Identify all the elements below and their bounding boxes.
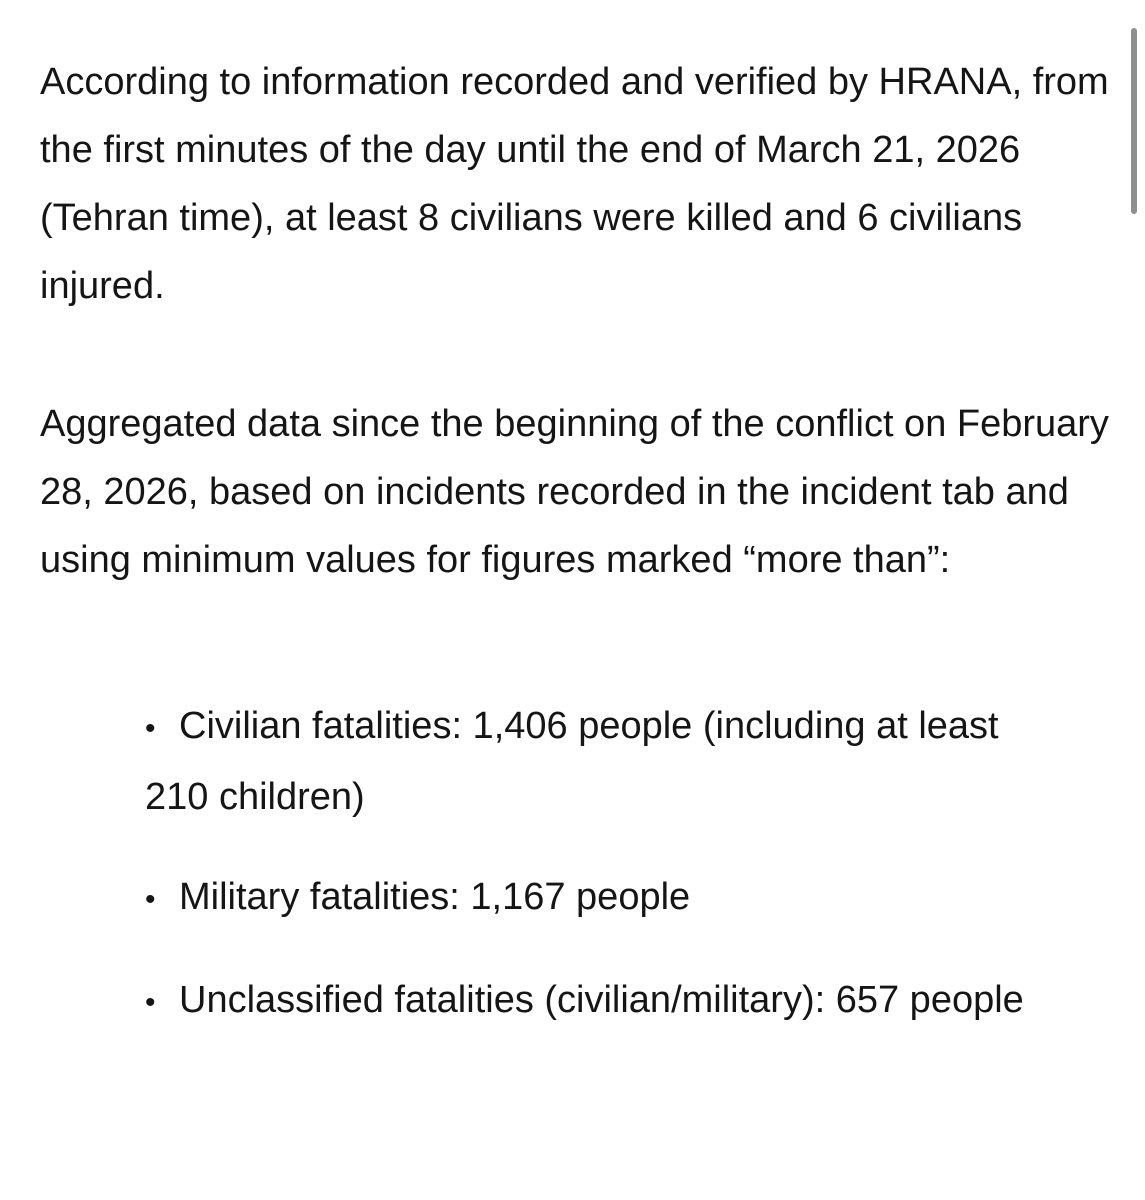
list-item	[145, 966, 1025, 1037]
bullet-icon: •	[145, 712, 156, 745]
bullet-icon: •	[145, 883, 156, 916]
vertical-scrollbar[interactable]	[1131, 28, 1137, 214]
paragraph-daily-summary: According to information recorded and verified by HRANA, from the first minutes of the day until the end of March 21, 2026 (Tehran time), at least 8 civilians were killed and 6 civilians injured.	[40, 61, 1109, 307]
list-item	[145, 692, 1025, 831]
bullet-icon: •	[145, 986, 156, 1019]
military-fatalities-text: Military fatalities: 1,167 people	[179, 876, 691, 918]
list-item	[145, 863, 1025, 934]
fatalities-list	[40, 692, 1115, 1037]
paragraph-aggregate-intro: Aggregated data since the beginning of the conflict on February 28, 2026, based on incidents recorded in the incident tab and using minimum values for figures marked “more than”:	[40, 403, 1109, 581]
unclassified-fatalities-text: Unclassified fatalities (civilian/military): 657 people	[179, 979, 1024, 1021]
civilian-fatalities-text: Civilian fatalities: 1,406 people (including at least 210 children)	[145, 705, 999, 818]
article-body	[40, 48, 1115, 1037]
